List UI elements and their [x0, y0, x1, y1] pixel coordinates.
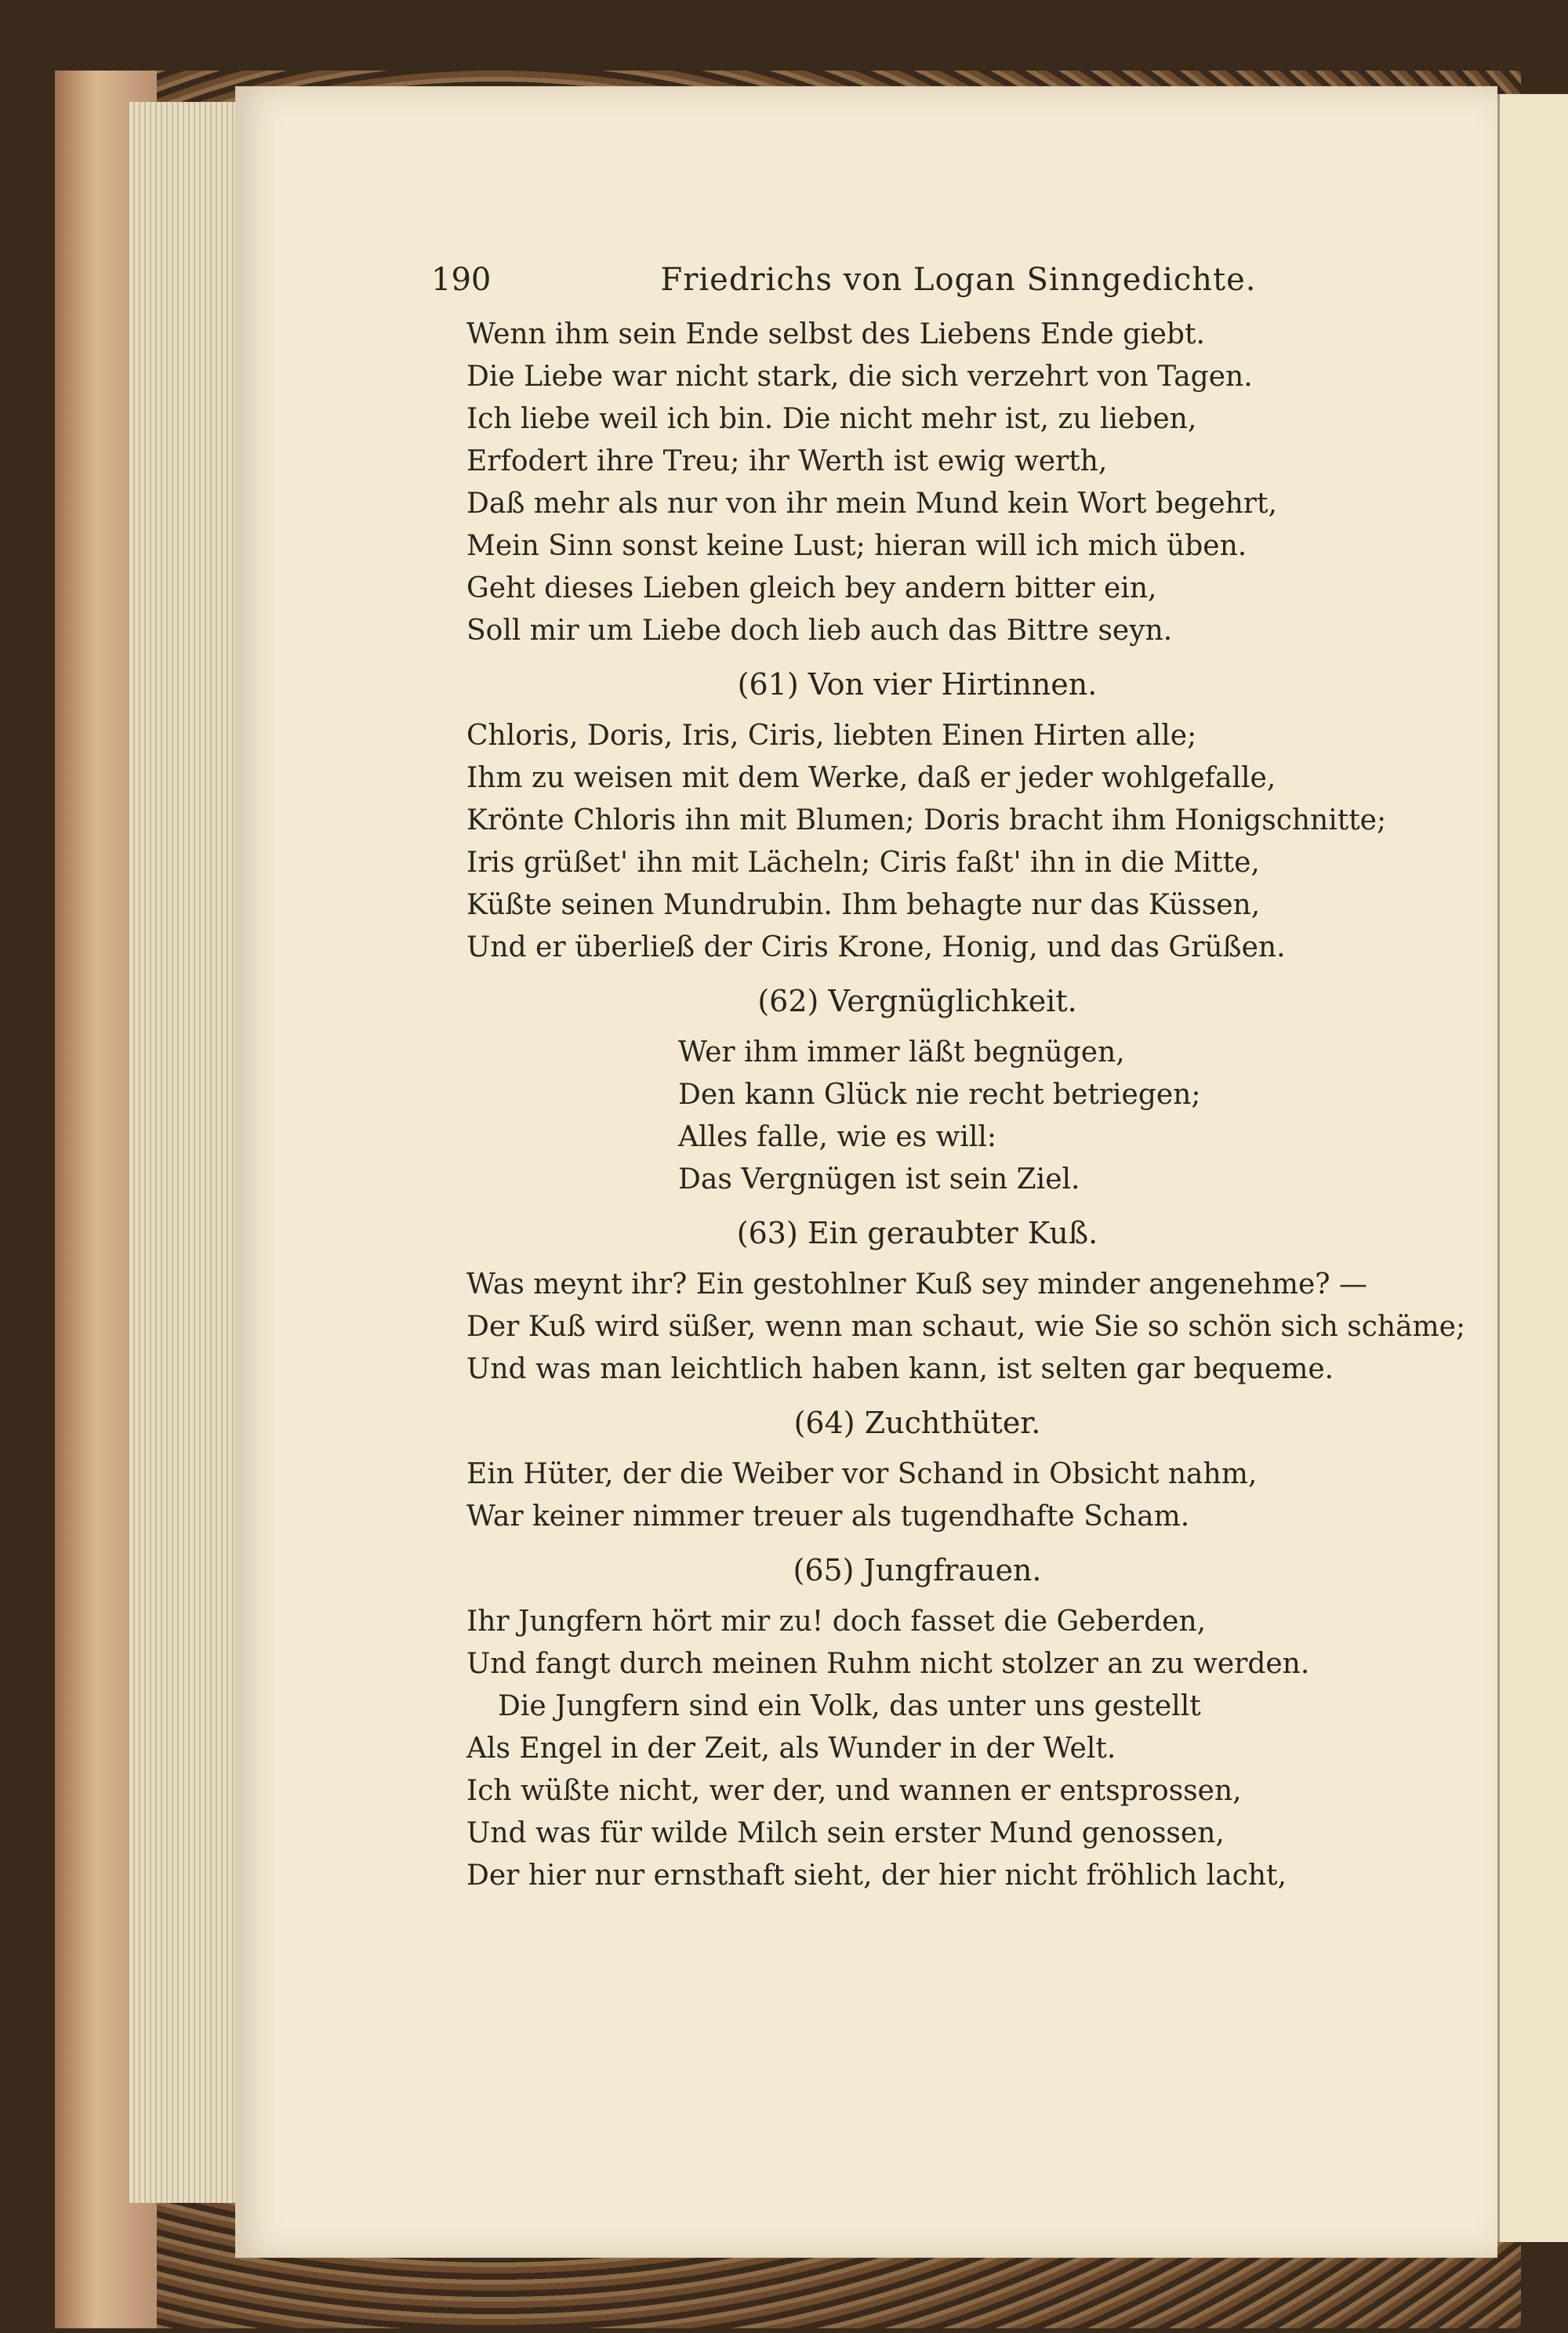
page-header [431, 259, 1368, 314]
poem-heading: (61) Von vier Hirtinnen. [737, 667, 1098, 702]
poem-line: Wer ihm immer läßt begnügen, [678, 1036, 1125, 1069]
poem-line: Ich wüßte nicht, wer der, und wannen er entsprossen, [466, 1775, 1242, 1807]
poem-heading: (64) Zuchthüter. [793, 1406, 1041, 1440]
poem-line: Chloris, Doris, Iris, Ciris, liebten Einen Hirten alle; [466, 720, 1197, 752]
poem-line: Als Engel in der Zeit, als Wunder in der Welt. [466, 1733, 1116, 1765]
poem-line: Die Jungfern sind ein Volk, das unter uns gestellt [498, 1690, 1201, 1722]
poem-line: Ein Hüter, der die Weiber vor Schand in Obsicht nahm, [466, 1458, 1258, 1490]
poem-line: Der Kuß wird süßer, wenn man schaut, wie Sie so schön sich schäme; [466, 1311, 1466, 1343]
facing-page-edge [1497, 94, 1568, 2242]
running-title: Friedrichs von Logan Sinngedichte. [660, 262, 1257, 298]
poem-64 [466, 1402, 1368, 1538]
poem-line: Daß mehr als nur von ihr mein Mund kein Wort begehrt, [466, 488, 1277, 520]
poem-line: Alles falle, wie es will: [678, 1121, 997, 1153]
continued-poem [466, 314, 1368, 652]
poem-line: Den kann Glück nie recht betriegen; [678, 1079, 1201, 1111]
poem-line: Iris grüßet' ihn mit Lächeln; Ciris faßt' ihn in die Mitte, [466, 847, 1260, 879]
poem-line: Und fangt durch meinen Ruhm nicht stolzer an zu werden. [466, 1648, 1310, 1680]
poem-line: Geht dieses Lieben gleich bey andern bitter ein, [466, 572, 1157, 604]
poem-65 [466, 1549, 1368, 1897]
poem-line: Küßte seinen Mundrubin. Ihm behagte nur das Küssen, [466, 889, 1261, 921]
poem-line: Mein Sinn sonst keine Lust; hieran will ich mich üben. [466, 530, 1247, 562]
page-stack-edge [129, 102, 247, 2203]
poem-line: Und er überließ der Ciris Krone, Honig, und das Grüßen. [466, 931, 1286, 963]
poem-line: War keiner nimmer treuer als tugendhafte Scham. [466, 1500, 1190, 1533]
poem-heading: (65) Jungfrauen. [793, 1553, 1042, 1587]
poem-line: Soll mir um Liebe doch lieb auch das Bittre seyn. [466, 615, 1173, 647]
poem-line: Krönte Chloris ihn mit Blumen; Doris bracht ihm Honigschnitte; [466, 804, 1387, 836]
poem-line: Und was man leichtlich haben kann, ist selten gar bequeme. [466, 1353, 1334, 1385]
poem-line: Das Vergnügen ist sein Ziel. [678, 1163, 1080, 1196]
poem-line: Ihr Jungfern hört mir zu! doch fasset die Geberden, [466, 1606, 1207, 1638]
poem-line: Der hier nur ernsthaft sieht, der hier nicht fröhlich lacht, [466, 1860, 1287, 1892]
poem-line: Und was für wilde Milch sein erster Mund genossen, [466, 1817, 1225, 1849]
page-text [431, 259, 1466, 1897]
poem-line: Was meynt ihr? Ein gestohlner Kuß sey minder angenehme? — [466, 1268, 1368, 1301]
poem-heading: (62) Vergnüglichkeit. [757, 984, 1077, 1018]
poem-line: Wenn ihm sein Ende selbst des Liebens Ende giebt. [466, 318, 1205, 350]
poem-line: Die Liebe war nicht stark, die sich verzehrt von Tagen. [466, 361, 1253, 393]
poem-line: Ich liebe weil ich bin. Die nicht mehr ist, zu lieben, [466, 403, 1197, 435]
poem-line: Ihm zu weisen mit dem Werke, daß er jeder wohlgefalle, [466, 762, 1276, 794]
poem-line: Erfodert ihre Treu; ihr Werth ist ewig werth, [466, 445, 1108, 477]
poem-63 [466, 1212, 1466, 1391]
poem-62 [466, 980, 1368, 1201]
poem-heading: (63) Ein geraubter Kuß. [736, 1216, 1098, 1250]
poem-61 [466, 663, 1387, 969]
page-number: 190 [431, 262, 492, 298]
